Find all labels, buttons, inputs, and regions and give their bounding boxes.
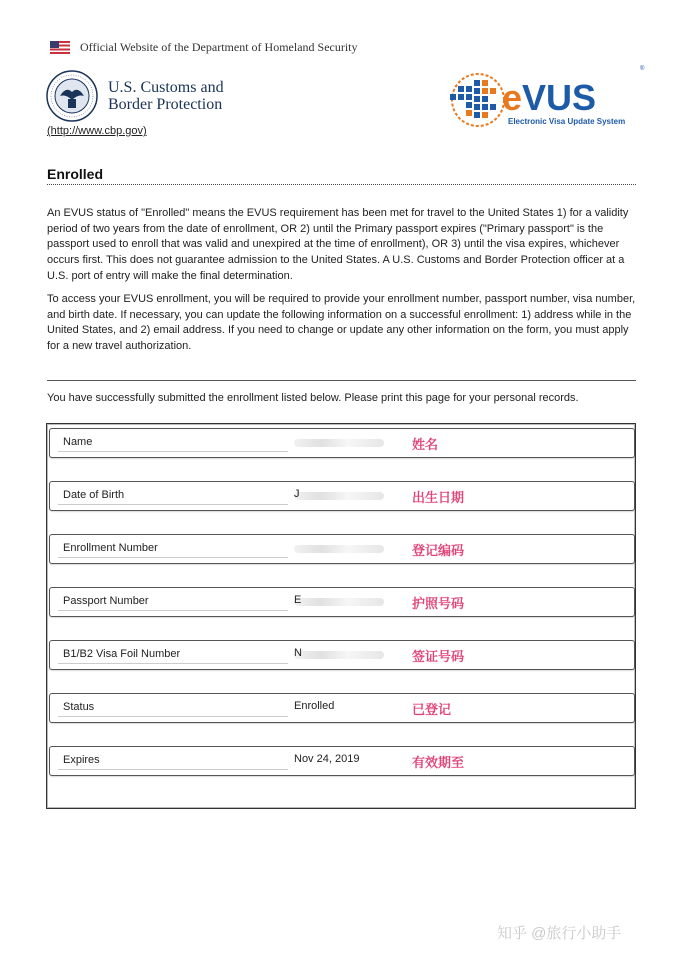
- field-underline: [58, 769, 288, 770]
- field-underline: [58, 451, 288, 452]
- field-annotation: 出生日期: [412, 490, 465, 505]
- field-row: [49, 640, 635, 670]
- cbp-logo: [46, 70, 224, 122]
- official-website-text: Official Website of the Department of Homeland Security: [80, 40, 358, 54]
- redaction-blur: [294, 598, 384, 606]
- access-instructions: To access your EVUS enrollment, you will be required to provide your enrollment number, passport number, visa number, and birth date. If necessary, you can update the following information on a successful enrollment: 1) address while in the United States, and 2) email address. If you need to change or update any other information on the form, you must apply for a new travel authorization.: [47, 293, 636, 353]
- dhs-seal-icon: [46, 70, 98, 122]
- cbp-name-line2: Border Protection: [108, 96, 223, 113]
- field-row: [49, 481, 635, 511]
- field-underline: [58, 504, 288, 505]
- field-underline: [58, 716, 288, 717]
- field-annotation: 有效期至: [412, 755, 465, 770]
- title-divider: [47, 184, 636, 185]
- us-flag-icon: [50, 41, 70, 54]
- field-underline: [58, 610, 288, 611]
- field-value: J: [294, 488, 300, 500]
- svg-text:®: ®: [640, 66, 645, 72]
- evus-tagline: Electronic Visa Update System: [508, 117, 626, 126]
- enrolled-explanation: An EVUS status of "Enrolled" means the EVUS requirement has been met for travel to the United States 1) for a validity period of two years from the date of enrollment, OR 2) until the Primary passport expires ("Primary passport" is the passport used to enroll that was valid and unexpired at the time of enrollment), OR 3) until the visa expires, whichever occurs first. This does not guarantee admission to the United States. A U.S. Customs and Border Protection officer at a U.S. port of entry will make the final determination.: [47, 207, 629, 282]
- field-underline: [58, 663, 288, 664]
- field-label: Date of Birth: [63, 489, 125, 501]
- field-value: Nov 24, 2019: [294, 753, 360, 765]
- field-annotation: 已登记: [412, 702, 452, 717]
- field-row: [49, 693, 635, 723]
- field-annotation: 护照号码: [412, 596, 465, 611]
- field-annotation: 登记编码: [412, 543, 465, 558]
- field-value: N: [294, 647, 302, 659]
- watermark: 知乎 @旅行小助手: [497, 925, 622, 942]
- field-label: Passport Number: [63, 595, 149, 607]
- cbp-website-link[interactable]: (http://www.cbp.gov): [47, 125, 147, 137]
- field-underline: [58, 557, 288, 558]
- field-row: [49, 746, 635, 776]
- success-message: You have successfully submitted the enrollment listed below. Please print this page for your personal records.: [47, 392, 579, 404]
- field-annotation: 签证号码: [412, 649, 465, 664]
- field-row: [49, 587, 635, 617]
- evus-logo: [450, 66, 645, 136]
- globe-icon: [450, 74, 504, 126]
- redaction-blur: [294, 439, 384, 447]
- field-label: Enrollment Number: [63, 542, 158, 554]
- field-label: Expires: [63, 754, 100, 766]
- cbp-name-line1: U.S. Customs and: [108, 79, 224, 96]
- field-row: [49, 534, 635, 564]
- field-label: Name: [63, 436, 93, 448]
- redaction-blur: [294, 492, 384, 500]
- field-value: Enrolled: [294, 700, 335, 712]
- field-label: Status: [63, 701, 95, 713]
- section-divider: [47, 380, 636, 381]
- field-label: B1/B2 Visa Foil Number: [63, 648, 181, 660]
- page-title: Enrolled: [47, 166, 104, 182]
- evus-logo-text: eVUS: [502, 77, 597, 118]
- redaction-blur: [294, 651, 384, 659]
- field-row: [49, 428, 635, 458]
- field-value: E: [294, 594, 302, 606]
- field-annotation: 姓名: [412, 437, 439, 452]
- official-banner: [50, 40, 358, 55]
- redaction-blur: [294, 545, 384, 553]
